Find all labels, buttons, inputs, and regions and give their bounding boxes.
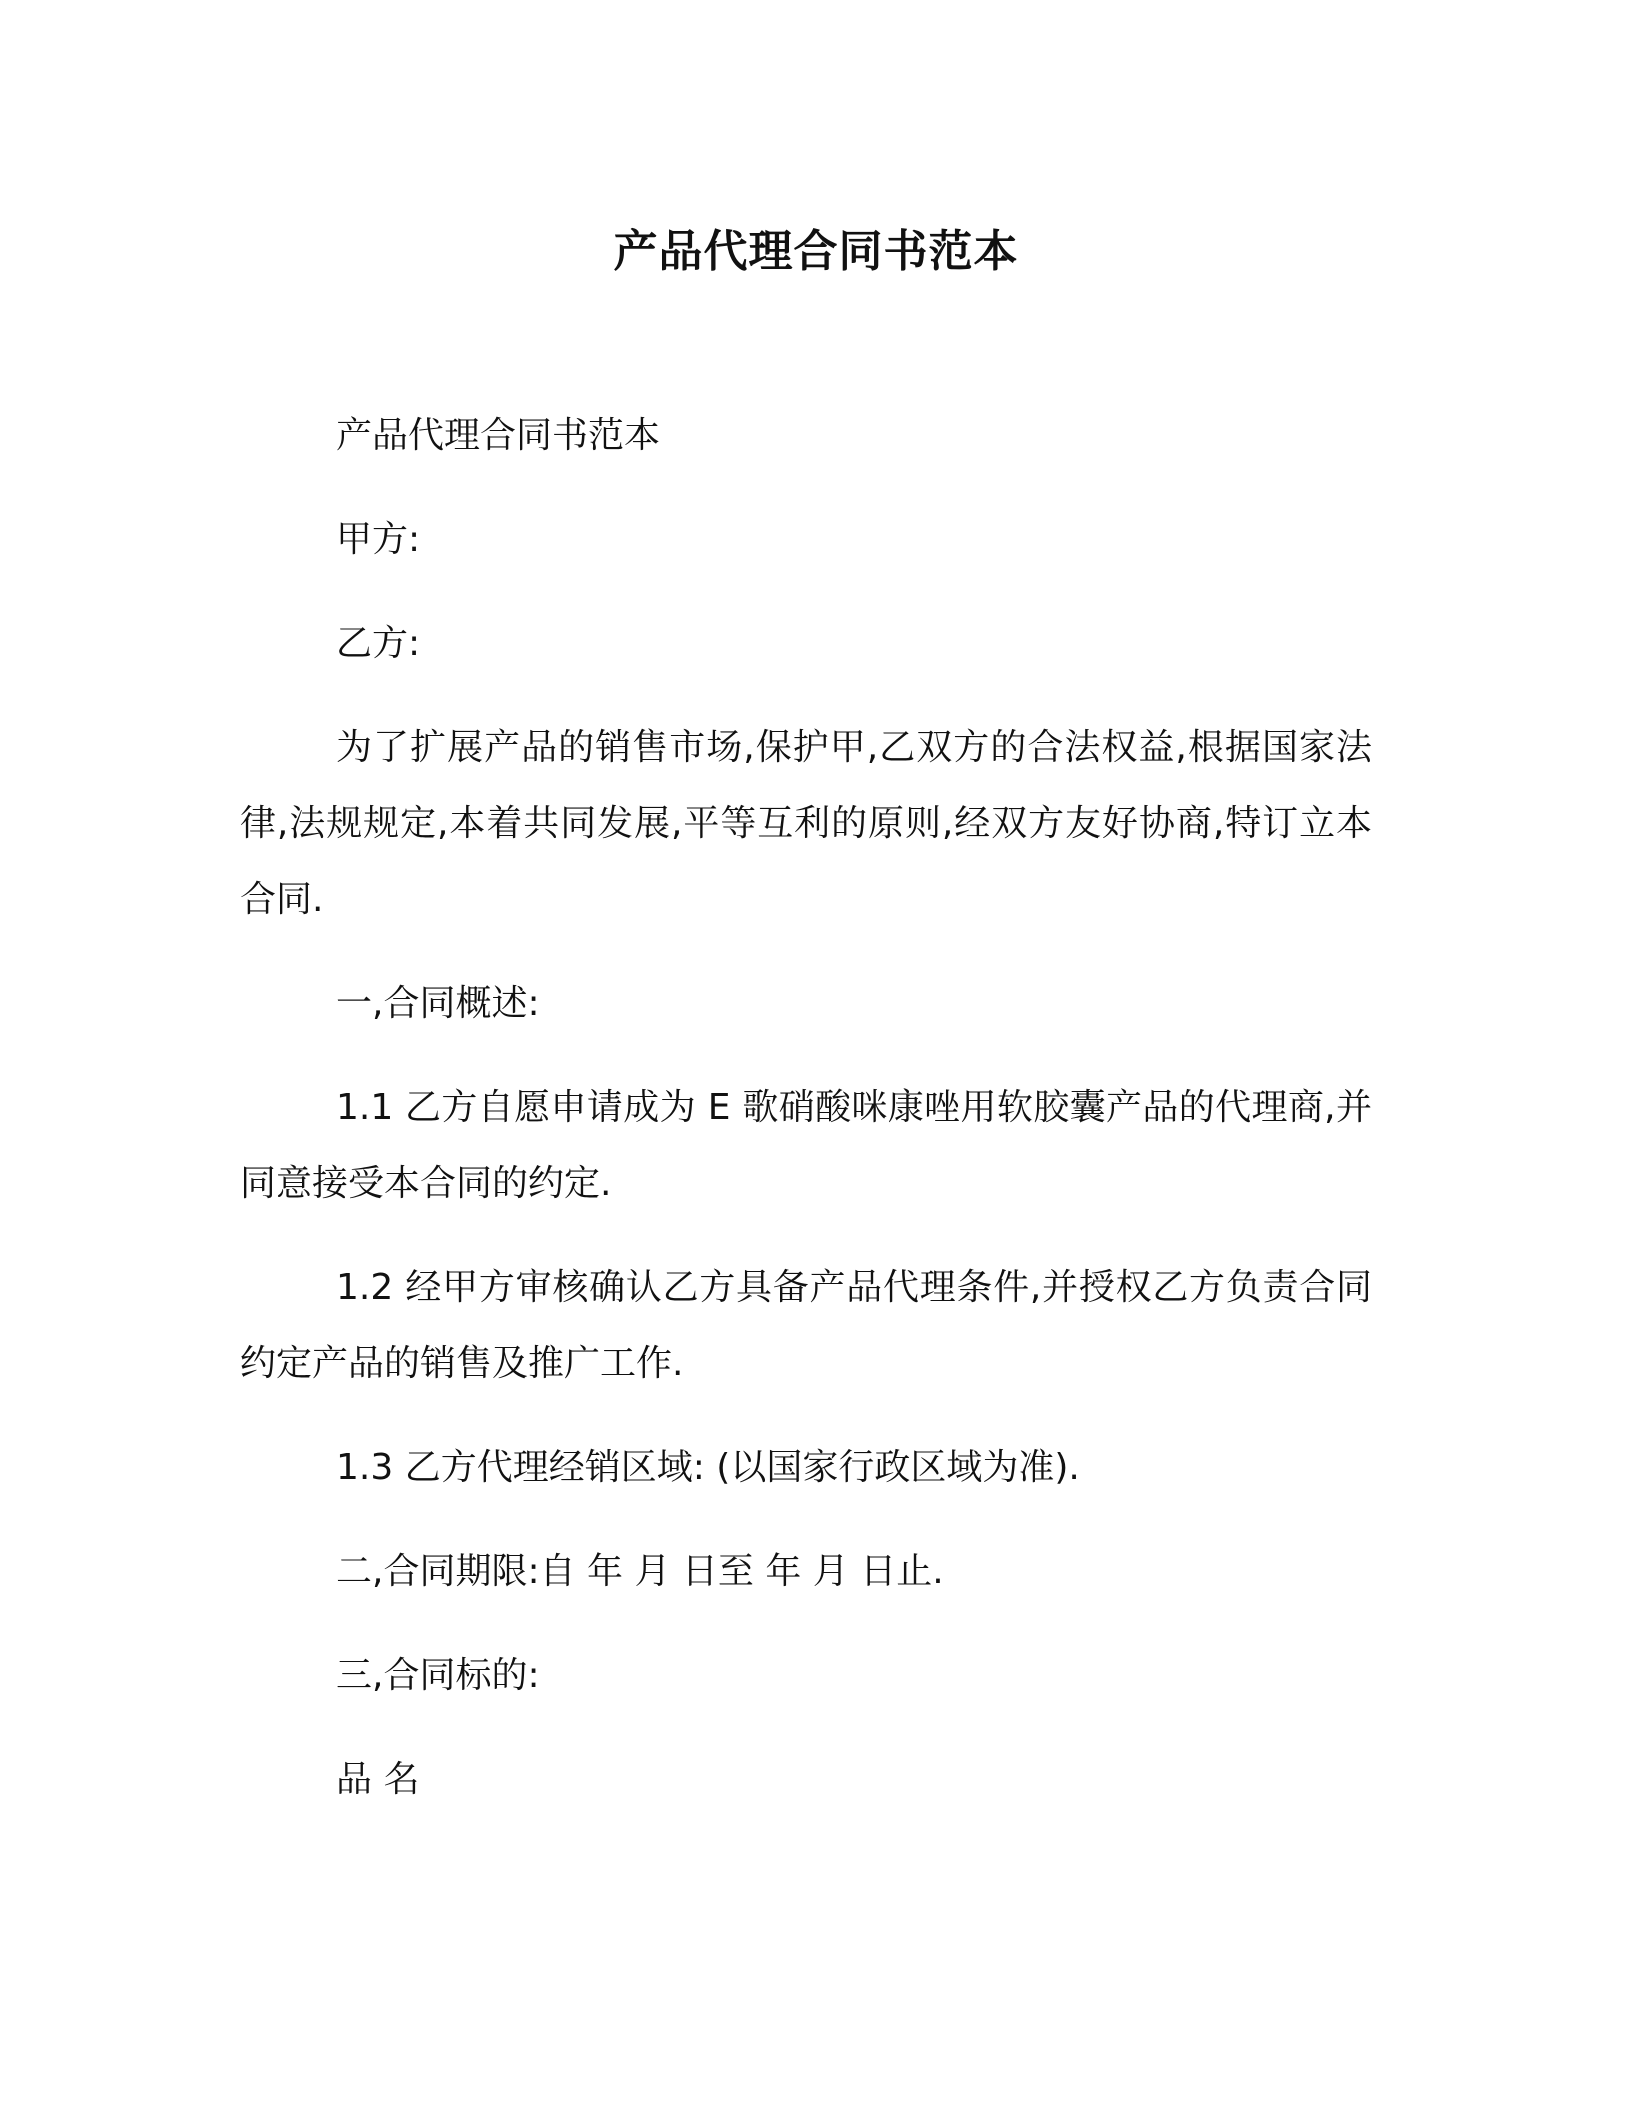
document-body <box>240 398 1372 1846</box>
document-title: 产品代理合同书范本 <box>613 226 1019 277</box>
section-3-heading: 三,合同标的: <box>336 1655 540 1696</box>
paragraph-heading: 产品代理合同书范本 <box>336 415 661 456</box>
section-1-heading: 一,合同概述: <box>336 983 540 1024</box>
party-a-line: 甲方: <box>336 519 421 560</box>
clause-1-3: 1.3 乙方代理经销区域: (以国家行政区域为准). <box>336 1447 1080 1488</box>
section-2-term: 二,合同期限:自 年 月 日至 年 月 日止. <box>336 1551 944 1592</box>
clause-1-1: 1.1 乙方自愿申请成为 E 歌硝酸咪康唑用软胶囊产品的代理商,并同意接受本合同的约定. <box>240 1087 1372 1204</box>
preamble-paragraph: 为了扩展产品的销售市场,保护甲,乙双方的合法权益,根据国家法律,法规规定,本着共同发展,平等互利的原则,经双方友好协商,特订立本合同. <box>240 727 1372 920</box>
clause-1-2: 1.2 经甲方审核确认乙方具备产品代理条件,并授权乙方负责合同约定产品的销售及推广工作. <box>240 1267 1372 1384</box>
party-b-line: 乙方: <box>336 623 421 664</box>
product-name-line: 品 名 <box>336 1759 420 1800</box>
